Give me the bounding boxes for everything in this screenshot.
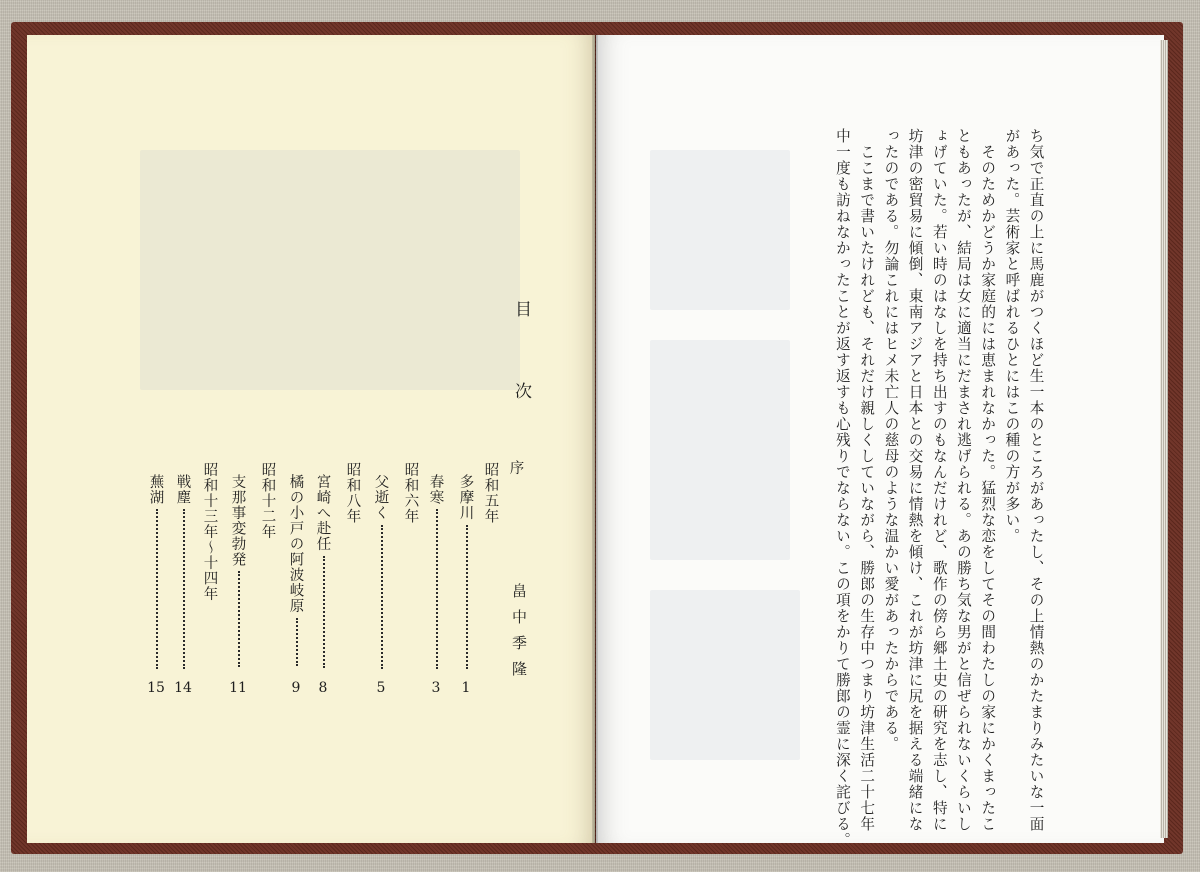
toc-entry[interactable] (175, 474, 190, 669)
show-through (650, 150, 790, 310)
body-line: ったのである。勿論これにはヒメ未亡人の慈母のような温かい愛があったからである。 (882, 128, 900, 752)
body-line: そのためかどうか家庭的には恵まれなかった。猛烈な恋をしてその間わたしの家にかくまったこ (979, 128, 997, 832)
toc-leader-dots (321, 556, 325, 668)
toc-entry-label: 昭和五年 (482, 462, 499, 524)
body-line: 坊津の密貿易に傾倒、東南アジアと日本との交易に情熱を傾け、これが坊津に尻を据える端緒にな (906, 128, 924, 832)
toc-entry-label: 春寒 (427, 474, 444, 505)
toc-leader-dots (434, 509, 438, 669)
toc-entry[interactable] (288, 474, 303, 666)
body-line: 中一度も訪ねなかったことが返す返すも心残りでならない。この項をかりて勝郎の霊に深く詫びる。 (833, 128, 851, 848)
body-line: ち気で正直の上に馬鹿がつくほど生一本のところがあったし、その上情熱のかたまりみたいな一面 (1027, 128, 1045, 832)
body-line: ょげていた。若い時のはなしを持ち出すのもなんだけれど、歌作の傍ら郷土史の研究を志し、特に (930, 128, 948, 832)
toc-title: 目 次 (511, 300, 531, 423)
toc-entry-label: 蕪湖 (147, 474, 164, 505)
toc-year-heading (345, 462, 360, 524)
toc-leader-dots (294, 618, 298, 666)
toc-leader-dots (379, 525, 383, 669)
toc-entry-label: 昭和六年 (402, 462, 419, 524)
toc-page-number: 11 (229, 680, 247, 696)
toc-year-heading (202, 462, 217, 602)
toc-page-number: 15 (147, 680, 165, 696)
book-gutter (592, 35, 598, 843)
body-line: ここまで書いたけれども、それだけ親しくしていながら、勝郎の生存中つまり坊津生活二十七年 (858, 128, 876, 832)
toc-entry[interactable] (315, 474, 330, 668)
toc-entry-label: 昭和八年 (344, 462, 361, 524)
toc-entry-label: 昭和十三年～十四年 (201, 462, 218, 602)
toc-entry[interactable] (458, 474, 473, 669)
toc-leader-dots (154, 509, 158, 669)
toc-entry[interactable] (148, 474, 163, 669)
toc-entry-label: 宮崎へ赴任 (314, 474, 331, 552)
toc-page-number: 1 (461, 680, 471, 696)
show-through (140, 150, 520, 390)
toc-year-heading (483, 462, 498, 524)
toc-entry-label: 戦塵 (174, 474, 191, 505)
toc-author: 畠中季隆 (510, 583, 528, 687)
toc-leader-dots (181, 509, 185, 669)
toc-preface: 序 (507, 460, 524, 476)
toc-year-heading (260, 462, 275, 540)
toc-year-heading (403, 462, 418, 524)
show-through (650, 590, 800, 760)
toc-page-number: 3 (431, 680, 441, 696)
toc-entry[interactable] (230, 474, 245, 667)
toc-entry-label: 多摩川 (457, 474, 474, 521)
toc-entry-label: 橘の小戸の阿波岐原 (287, 474, 304, 614)
toc-leader-dots (464, 525, 468, 669)
toc-entry[interactable] (428, 474, 443, 669)
toc-entry[interactable] (373, 474, 388, 669)
toc-page-number: 5 (376, 680, 386, 696)
toc-entry-label: 父逝く (372, 474, 389, 521)
toc-leader-dots (236, 571, 240, 667)
toc-page-number: 8 (318, 680, 328, 696)
body-line: ともあったが、結局は女に適当にだまされ逃げられる。あの勝ち気な男がと信ぜられないくらいし (954, 128, 972, 832)
toc-entry-label: 支那事変勃発 (229, 474, 246, 567)
toc-page-number: 9 (291, 680, 301, 696)
toc-page-number: 14 (174, 680, 192, 696)
toc-entry-label: 昭和十二年 (259, 462, 276, 540)
page-edges (1160, 40, 1168, 838)
body-line: があった。芸術家と呼ばれるひとにはこの種の方が多い。 (1003, 128, 1021, 544)
show-through (650, 340, 790, 560)
